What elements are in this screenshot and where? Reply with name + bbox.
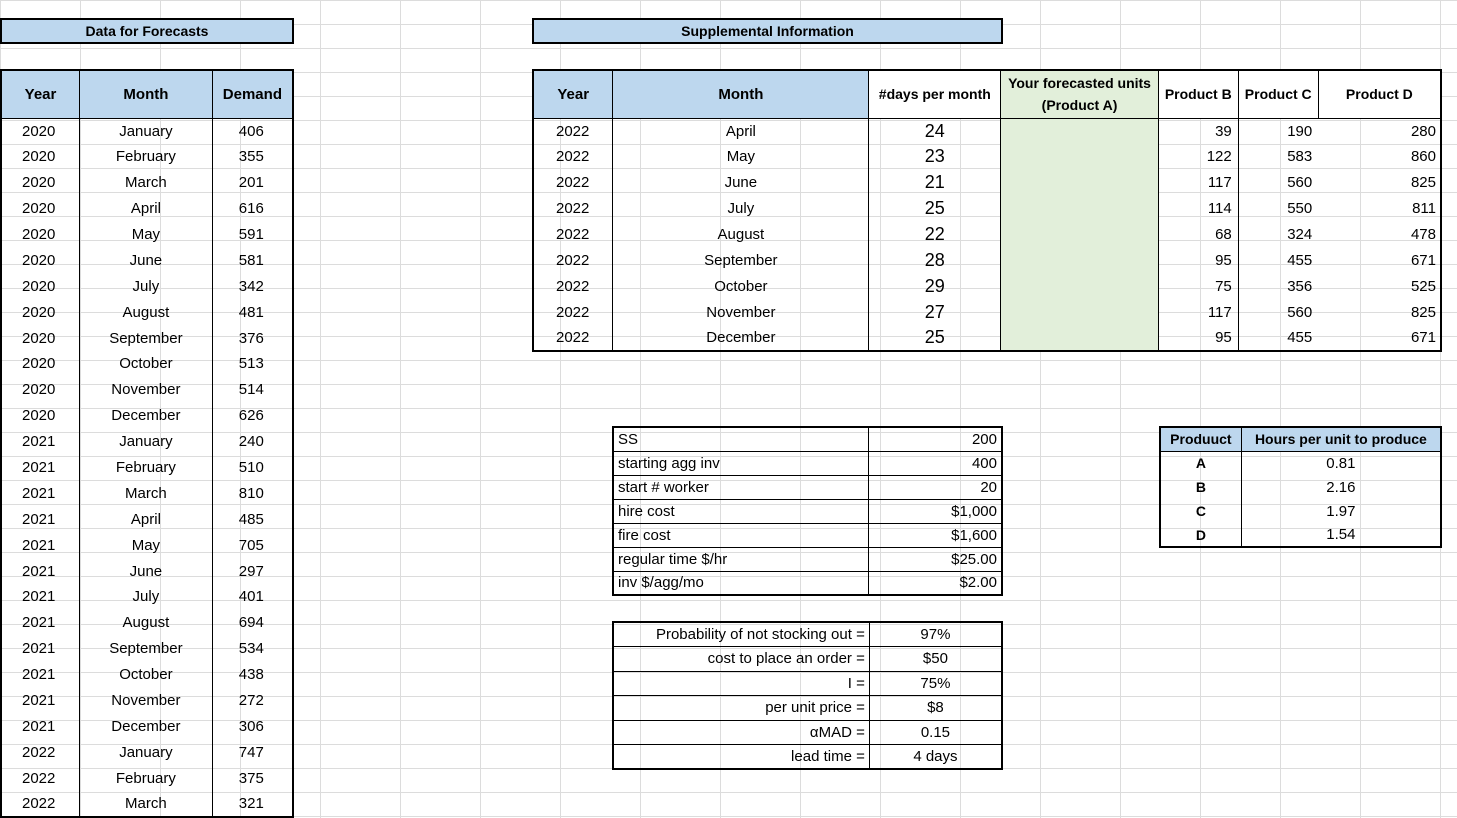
product-b-cell[interactable]: 117 [1158,299,1238,325]
hours-row [1160,451,1441,475]
days-cell[interactable]: 27 [869,299,1001,325]
forecast-a-cell[interactable] [1001,170,1159,196]
demand-cell[interactable]: 626 [238,407,264,425]
table-row [1,273,293,299]
supp-header-year: Year [533,70,613,118]
month-cell[interactable]: August [80,299,213,325]
month-cell[interactable]: May [80,222,213,248]
inventory-row [613,745,1002,770]
product-d-cell[interactable]: 478 [1410,226,1436,243]
product-c-cell[interactable]: 190 [1287,122,1313,140]
hours-header-product: Produuct [1160,427,1241,451]
table-row [1,325,293,351]
year-cell[interactable]: 2020 [22,122,56,140]
product-b-cell[interactable]: 68 [1158,222,1238,248]
days-cell[interactable]: 28 [869,247,1001,273]
demand-cell[interactable]: 534 [238,640,264,658]
demand-cell[interactable]: 355 [238,148,264,166]
month-cell[interactable]: April [80,196,213,222]
product-c-cell[interactable]: 550 [1287,200,1313,218]
year-cell[interactable]: 2022 [533,273,613,299]
year-cell[interactable]: 2021 [22,588,56,606]
supp-header-forecast-a: Your forecasted units (Product A) [1001,70,1159,118]
table-row [533,118,1441,144]
demand-cell[interactable]: 513 [238,355,264,373]
month-cell[interactable]: November [613,299,869,325]
demand-cell[interactable]: 481 [238,303,264,321]
month-cell[interactable]: September [80,325,213,351]
inventory-row [613,647,1002,672]
param-label: fire cost [613,523,869,547]
year-cell[interactable]: 2022 [533,299,613,325]
product-b-cell[interactable]: 122 [1158,144,1238,170]
month-cell[interactable]: October [613,273,869,299]
inventory-label: lead time = [613,745,869,770]
product-c-cell[interactable]: 560 [1287,174,1313,192]
forecast-data-table [0,69,294,818]
param-value[interactable]: $2.00 [869,571,1002,595]
year-cell[interactable]: 2022 [22,769,56,787]
param-row [613,499,1002,523]
year-cell[interactable]: 2020 [22,303,56,321]
product-d-cell[interactable]: 860 [1410,148,1436,166]
product-d-cell[interactable]: 671 [1410,251,1436,269]
table-row [1,118,293,144]
table-row [533,144,1441,170]
demand-cell[interactable]: 510 [238,459,264,477]
month-cell[interactable]: October [80,662,213,688]
table-row [1,558,293,584]
year-cell[interactable]: 2020 [22,148,56,166]
hours-value[interactable]: 0.81 [1241,451,1441,475]
table-row [1,247,293,273]
table-row [1,480,293,506]
month-cell[interactable]: January [80,429,213,455]
year-cell[interactable]: 2020 [22,200,56,218]
inventory-label: Probability of not stocking out = [613,622,869,647]
year-cell[interactable]: 2022 [22,795,56,813]
forecast-a-cell[interactable] [1001,273,1159,299]
product-b-cell[interactable]: 75 [1158,273,1238,299]
days-cell[interactable]: 21 [869,170,1001,196]
year-cell[interactable]: 2022 [533,196,613,222]
month-cell[interactable]: October [80,351,213,377]
year-cell[interactable]: 2021 [22,459,56,477]
table-row [1,636,293,662]
demand-cell[interactable]: 201 [238,174,264,192]
table-row [533,222,1441,248]
demand-cell[interactable]: 485 [238,510,264,528]
product-c-cell[interactable]: 324 [1287,226,1313,243]
table-row [1,170,293,196]
table-row [533,325,1441,351]
hours-per-unit-table [1159,426,1442,548]
product-d-cell[interactable]: 825 [1410,303,1436,321]
year-cell[interactable]: 2020 [22,381,56,399]
demand-cell[interactable]: 514 [238,381,264,399]
demand-cell[interactable]: 705 [238,536,264,554]
inventory-value[interactable]: 75% [869,671,1002,696]
days-cell[interactable]: 22 [869,222,1001,248]
year-cell[interactable]: 2022 [533,118,613,144]
month-cell[interactable]: June [80,558,213,584]
supplemental-info-title: Supplemental Information [532,18,1003,44]
table-row [533,247,1441,273]
month-cell[interactable]: July [80,273,213,299]
month-cell[interactable]: December [613,325,869,351]
product-b-cell[interactable]: 95 [1158,325,1238,351]
supp-header-product-c: Product C [1238,70,1318,118]
year-cell[interactable]: 2021 [22,484,56,502]
table-row [1,532,293,558]
month-cell[interactable]: March [80,170,213,196]
month-cell[interactable]: March [80,480,213,506]
product-code: C [1160,499,1241,523]
month-cell[interactable]: November [80,688,213,714]
forecast-a-cell[interactable] [1001,247,1159,273]
param-label: starting agg inv [613,451,869,475]
forecast-a-cell[interactable] [1001,325,1159,351]
inventory-label: per unit price = [613,696,869,721]
product-b-cell[interactable]: 95 [1158,247,1238,273]
param-value[interactable]: 20 [869,475,1002,499]
product-b-cell[interactable]: 117 [1158,170,1238,196]
year-cell[interactable]: 2020 [22,329,56,347]
param-value[interactable]: $1,600 [869,523,1002,547]
month-cell[interactable]: December [80,713,213,739]
supp-header-month: Month [613,70,869,118]
param-label: inv $/agg/mo [613,571,869,595]
days-cell[interactable]: 25 [869,325,1001,351]
demand-cell[interactable]: 406 [238,122,264,140]
table-row [1,429,293,455]
inventory-value[interactable]: 97% [869,622,1002,647]
table-row [1,144,293,170]
month-cell[interactable]: February [80,144,213,170]
inventory-value[interactable]: 0.15 [869,720,1002,745]
product-code: D [1160,523,1241,547]
param-row [613,547,1002,571]
forecast-a-cell[interactable] [1001,196,1159,222]
month-cell[interactable]: July [613,196,869,222]
demand-cell[interactable]: 694 [238,614,264,632]
year-cell[interactable]: 2022 [22,743,56,761]
param-value[interactable]: 200 [869,427,1002,451]
days-cell[interactable]: 23 [869,144,1001,170]
month-cell[interactable]: July [80,584,213,610]
hours-value[interactable]: 1.97 [1241,499,1441,523]
year-cell[interactable]: 2021 [22,692,56,710]
param-row [613,427,1002,451]
table-row [533,273,1441,299]
table-row [1,765,293,791]
inventory-value[interactable]: $8 [869,696,1002,721]
product-c-cell[interactable]: 560 [1287,303,1313,321]
inventory-row [613,696,1002,721]
year-cell[interactable]: 2021 [22,510,56,528]
hours-row [1160,499,1441,523]
product-d-cell[interactable]: 811 [1412,200,1436,218]
year-cell[interactable]: 2022 [533,170,613,196]
year-cell[interactable]: 2020 [22,226,56,243]
month-cell[interactable]: April [613,118,869,144]
year-cell[interactable]: 2020 [22,355,56,373]
inventory-value[interactable]: 4 days [869,745,1002,770]
year-cell[interactable]: 2020 [22,407,56,425]
hours-value[interactable]: 1.54 [1241,523,1441,547]
table-row [533,170,1441,196]
hours-value[interactable]: 2.16 [1241,475,1441,499]
month-cell[interactable]: February [80,765,213,791]
days-cell[interactable]: 29 [869,273,1001,299]
product-d-cell[interactable]: 280 [1410,122,1436,140]
supp-header-days: #days per month [869,70,1001,118]
inventory-label: αMAD = [613,720,869,745]
month-cell[interactable]: August [80,610,213,636]
hours-header-hours: Hours per unit to produce [1241,427,1441,451]
hours-row [1160,475,1441,499]
supp-header-product-d: Product D [1318,70,1441,118]
table-row [1,351,293,377]
table-row [1,196,293,222]
month-cell[interactable]: January [80,118,213,144]
demand-cell[interactable]: 591 [238,226,264,243]
demand-cell[interactable]: 272 [238,692,264,710]
year-cell[interactable]: 2020 [22,251,56,269]
header-year: Year [1,70,80,118]
product-code: A [1160,451,1241,475]
header-month: Month [80,70,213,118]
header-demand: Demand [212,70,293,118]
parameters-table [612,426,1003,596]
inventory-row [613,720,1002,745]
param-value[interactable]: $25.00 [869,547,1002,571]
month-cell[interactable]: February [80,455,213,481]
year-cell[interactable]: 2021 [22,666,56,684]
table-row [1,610,293,636]
demand-cell[interactable]: 375 [238,769,264,787]
month-cell[interactable]: April [80,506,213,532]
table-row [1,506,293,532]
year-cell[interactable]: 2021 [22,614,56,632]
month-cell[interactable]: September [613,247,869,273]
month-cell[interactable]: August [613,222,869,248]
product-code: B [1160,475,1241,499]
month-cell[interactable]: November [80,377,213,403]
forecast-a-cell[interactable] [1001,299,1159,325]
year-cell[interactable]: 2021 [22,433,56,451]
table-row [1,713,293,739]
table-row [533,196,1441,222]
table-row [1,403,293,429]
forecast-a-cell[interactable] [1001,118,1159,144]
table-row [1,791,293,817]
forecast-a-cell[interactable] [1001,144,1159,170]
product-c-cell[interactable]: 583 [1287,148,1313,166]
days-cell[interactable]: 25 [869,196,1001,222]
inventory-label: I = [613,671,869,696]
demand-cell[interactable]: 401 [238,588,264,606]
demand-cell[interactable]: 297 [238,562,264,580]
supplemental-table [532,69,1442,352]
demand-cell[interactable]: 616 [238,200,264,218]
product-c-cell[interactable]: 455 [1287,251,1313,269]
demand-cell[interactable]: 306 [238,717,264,735]
param-row [613,451,1002,475]
month-cell[interactable]: June [80,247,213,273]
product-d-cell[interactable]: 671 [1410,329,1436,347]
param-row [613,571,1002,595]
year-cell[interactable]: 2021 [22,562,56,580]
param-row [613,475,1002,499]
product-b-cell[interactable]: 39 [1158,118,1238,144]
month-cell[interactable]: May [80,532,213,558]
product-c-cell[interactable]: 356 [1287,277,1313,295]
hours-row [1160,523,1441,547]
year-cell[interactable]: 2022 [533,247,613,273]
inventory-params-table [612,621,1003,770]
param-row [613,523,1002,547]
year-cell[interactable]: 2022 [533,144,613,170]
param-label: regular time $/hr [613,547,869,571]
inventory-row [613,622,1002,647]
year-cell[interactable]: 2021 [22,717,56,735]
demand-cell[interactable]: 810 [238,484,264,502]
demand-cell[interactable]: 321 [238,795,264,813]
product-c-cell[interactable]: 455 [1287,329,1313,347]
param-value[interactable]: $1,000 [869,499,1002,523]
year-cell[interactable]: 2020 [22,277,56,295]
year-cell[interactable]: 2021 [22,640,56,658]
demand-cell[interactable]: 342 [238,277,264,295]
table-row [1,688,293,714]
forecast-data-title: Data for Forecasts [0,18,294,44]
product-d-cell[interactable]: 525 [1410,277,1436,295]
table-row [1,584,293,610]
year-cell[interactable]: 2022 [533,325,613,351]
table-row [1,739,293,765]
demand-cell[interactable]: 240 [238,433,264,451]
param-label: SS [613,427,869,451]
demand-cell[interactable]: 438 [238,666,264,684]
month-cell[interactable]: December [80,403,213,429]
demand-cell[interactable]: 581 [238,251,264,269]
year-cell[interactable]: 2021 [22,536,56,554]
table-row [1,299,293,325]
table-row [533,299,1441,325]
table-row [1,662,293,688]
year-cell[interactable]: 2022 [533,222,613,248]
days-cell[interactable]: 24 [869,118,1001,144]
month-cell[interactable]: March [80,791,213,817]
inventory-row [613,671,1002,696]
table-row [1,455,293,481]
month-cell[interactable]: June [613,170,869,196]
month-cell[interactable]: September [80,636,213,662]
table-row [1,222,293,248]
inventory-value[interactable]: $50 [869,647,1002,672]
forecast-a-cell[interactable] [1001,222,1159,248]
param-label: hire cost [613,499,869,523]
month-cell[interactable]: May [613,144,869,170]
inventory-label: cost to place an order = [613,647,869,672]
supp-header-product-b: Product B [1158,70,1238,118]
demand-cell[interactable]: 747 [238,743,264,761]
year-cell[interactable]: 2020 [22,174,56,192]
table-row [1,377,293,403]
demand-cell[interactable]: 376 [238,329,264,347]
param-value[interactable]: 400 [869,451,1002,475]
param-label: start # worker [613,475,869,499]
product-b-cell[interactable]: 114 [1158,196,1238,222]
product-d-cell[interactable]: 825 [1410,174,1436,192]
month-cell[interactable]: January [80,739,213,765]
